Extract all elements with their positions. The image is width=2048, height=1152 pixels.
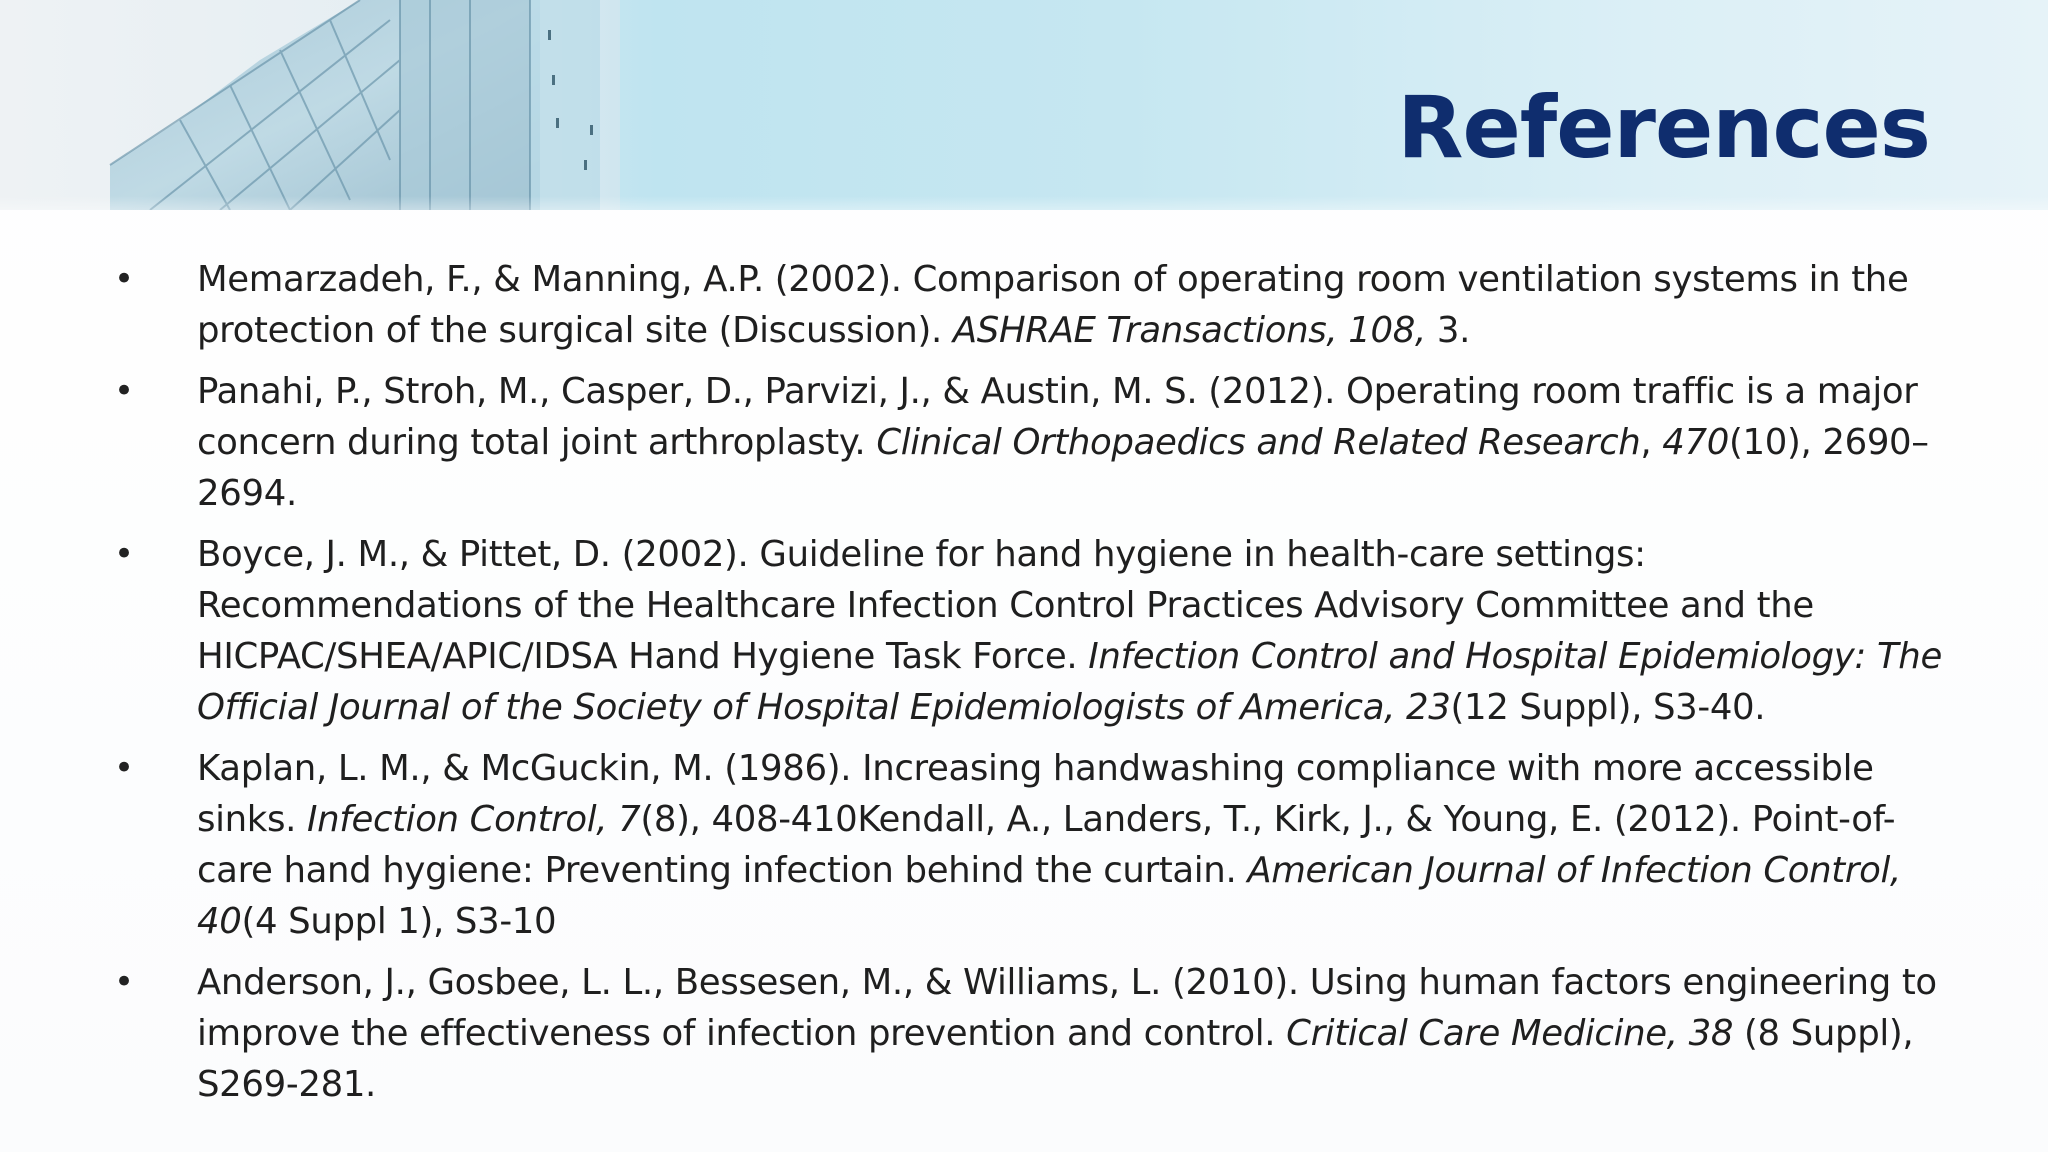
bullet-icon: •: [114, 371, 135, 411]
slide-title: References: [1397, 78, 1930, 178]
glass-building-image: [0, 0, 620, 210]
reference-list: [110, 254, 1970, 1120]
reference-text: Panahi, P., Stroh, M., Casper, D., Parvizi, J., & Austin, M. S. (2012). Operating room traffic is a major concern during total joint arthroplasty. Clinical Orthopaedics and Related Research, 470(10), 2690–2694.: [197, 371, 1929, 514]
header-banner: [0, 0, 2048, 210]
reference-item: [110, 254, 1970, 356]
reference-item: [110, 743, 1970, 947]
reference-item: [110, 366, 1970, 519]
reference-text: Kaplan, L. M., & McGuckin, M. (1986). Increasing handwashing compliance with more accessible sinks. Infection Control, 7(8), 408-410Kendall, A., Landers, T., Kirk, J., & Young, E. (2012). Point-of-care hand hygiene: Preventing infection behind the curtain. American Journal of Infection Control, 40(4 Suppl 1), S3-10: [197, 748, 1901, 942]
reference-item: [110, 529, 1970, 733]
reference-text: Memarzadeh, F., & Manning, A.P. (2002). Comparison of operating room ventilation systems in the protection of the surgical site (Discussion). ASHRAE Transactions, 108, 3.: [197, 259, 1909, 351]
reference-text: Anderson, J., Gosbee, L. L., Bessesen, M., & Williams, L. (2010). Using human factors engineering to improve the effectiveness of infection prevention and control. Critical Care Medicine, 38 (8 Suppl), S269-281.: [197, 962, 1937, 1105]
bullet-icon: •: [114, 259, 135, 299]
bullet-icon: •: [114, 534, 135, 574]
reference-text: Boyce, J. M., & Pittet, D. (2002). Guideline for hand hygiene in health-care settings: Recommendations of the Healthcare Infection Control Practices Advisory Committee and the HICPAC/SHEA/APIC/IDSA Hand Hygiene Task Force. Infection Control and Hospital Epidemiology: The Official Journal of the Society of Hospital Epidemiologists of America, 23(12 Suppl), S3-40.: [197, 534, 1942, 728]
banner-fade: [0, 196, 2048, 210]
bullet-icon: •: [114, 962, 135, 1002]
bullet-icon: •: [114, 748, 135, 788]
reference-item: [110, 957, 1970, 1110]
